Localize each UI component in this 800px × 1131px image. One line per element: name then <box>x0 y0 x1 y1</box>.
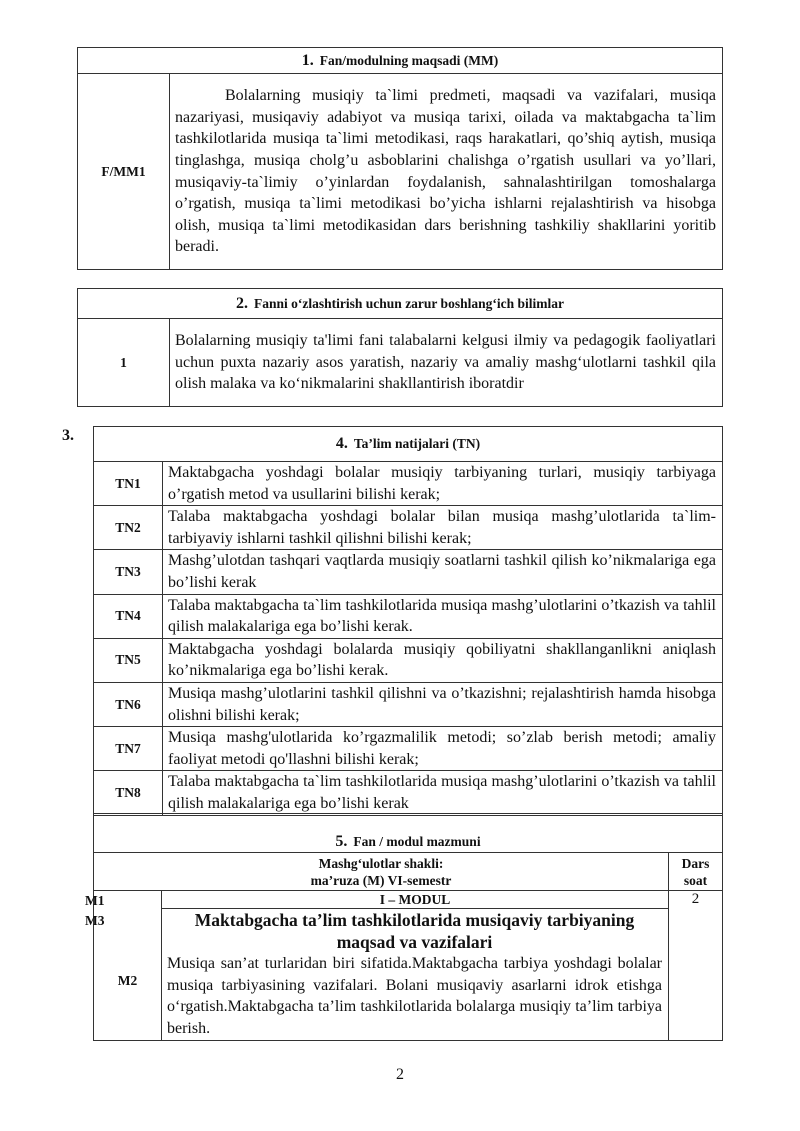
row-code: TN6 <box>94 682 163 726</box>
topic-title: Maktabgacha ta’lim tashkilotlarida musiqaviy tarbiyaning maqsad va vazifalari <box>194 910 635 952</box>
row-code: TN7 <box>94 727 163 771</box>
row-text: Talaba maktabgacha ta`lim tashkilotlarida musiqa mashg’ulotlarini o’tkazish va tahlil qilish malakalariga ega bo’lishi kerak. <box>163 594 723 638</box>
row-code: F/MM1 <box>78 74 170 270</box>
section-number: 2. <box>236 294 249 312</box>
lesson-form-label: Mashg‘ulotlar shakli: <box>318 855 444 871</box>
row-text: Maktabgacha yoshdagi bolalarda musiqiy qobiliyatni shakllanganlikni aniqlash ko’nikmalariga ega bo’lishi kerak. <box>163 638 723 682</box>
row-text: Talaba maktabgacha ta`lim tashkilotlarida musiqa mashg’ulotlarini o’tkazish va tahlil qilish malakalariga ega bo’lishi kerak <box>163 771 723 815</box>
table-row <box>94 594 723 638</box>
module-code: M2 <box>117 972 138 988</box>
hours-label-1: Dars <box>681 855 710 871</box>
row-text: Talaba maktabgacha yoshdagi bolalar bilan musiqa mashg’ulotlarida ta`lim-tarbiyaviy ishlarni tashkil qilishni bilishi kerak; <box>163 506 723 550</box>
row-code: TN1 <box>94 462 163 506</box>
module-code-m3: M3 <box>85 913 105 928</box>
table-row <box>94 638 723 682</box>
section-title: Ta’lim natijalari (TN) <box>353 436 481 451</box>
hours-label-2: soat <box>683 872 708 888</box>
table-row <box>94 506 723 550</box>
module-code-m1: M1 <box>85 893 105 908</box>
side-number: 3. <box>62 427 74 444</box>
row-code: TN3 <box>94 550 163 594</box>
prerequisites-table <box>77 288 723 407</box>
section-4-header <box>94 427 723 462</box>
lesson-form-header <box>94 853 669 891</box>
goal-table <box>77 47 723 270</box>
section-title: Fan/modulning maqsadi (MM) <box>319 52 499 68</box>
row-text: Musiqa mashg’ulotlarini tashkil qilishni va o’tkazishni; rejalashtirish hamda hisobga olishni bilishi kerak; <box>163 682 723 726</box>
table-row <box>94 462 723 506</box>
row-text: Mashg’ulotdan tashqari vaqtlarda musiqiy soatlarni tashkil qilish ko’nikmalariga ega bo’lishi kerak <box>163 550 723 594</box>
section-2-header <box>78 289 723 319</box>
outcomes-table <box>93 426 723 816</box>
row-code: TN5 <box>94 638 163 682</box>
row-code: TN8 <box>94 771 163 815</box>
row-text: Maktabgacha yoshdagi bolalar musiqiy tarbiyaning turlari, musiqiy tarbiyaga o’rgatish metod va usullarini bilishi kerak; <box>163 462 723 506</box>
section-5-header <box>94 814 723 853</box>
table-row <box>94 682 723 726</box>
table-row <box>94 771 723 815</box>
module-title: I – MODUL <box>162 891 669 909</box>
prerequisites-text: Bolalarning musiqiy ta'limi fani talabalarni kelgusi ilmiy va pedagogik faoliyatlari uchun puxta nazariy asos yaratish, nazariy va amaliy mashg‘ulotlarni tashkil qila olish malaka va ko‘nikmalarini shakllantirish iboratdir <box>170 319 723 407</box>
row-code: TN2 <box>94 506 163 550</box>
module-content <box>162 909 669 1041</box>
table-row <box>94 550 723 594</box>
row-code: TN4 <box>94 594 163 638</box>
content-table <box>93 813 723 1041</box>
module-hours: 2 <box>669 891 723 1041</box>
topic-text: Musiqa san’at turlaridan biri sifatida.Maktabgacha tarbiya yoshdagi bolalar musiqa tarbiyasining vazifalari. Bolani musiqaviy asarlarni idrok etishga o‘rgatish.Maktabgacha ta’lim tashkilotlarida bolalarga musiqiy ta’lim tarbiya berish. <box>167 955 662 1037</box>
section-title: Fan / modul mazmuni <box>353 834 481 849</box>
row-code: 1 <box>78 319 170 407</box>
section-number: 5. <box>335 833 348 850</box>
section-number: 4. <box>335 435 348 452</box>
hours-header <box>669 853 723 891</box>
section-title: Fanni o‘zlashtirish uchun zarur boshlang‘ich bilimlar <box>254 295 564 311</box>
section-1-header <box>78 48 723 74</box>
table-row <box>94 727 723 771</box>
section-number: 1. <box>301 51 314 69</box>
lesson-form-semester: ma’ruza (M) VI-semestr <box>310 872 452 888</box>
page-number: 2 <box>396 1066 404 1083</box>
row-text: Musiqa mashg'ulotlarida ko’rgazmalilik metodi; so’zlab berish metodi; amaliy faoliyat metodi qo'llashni bilishi kerak; <box>163 727 723 771</box>
goal-text: Bolalarning musiqiy ta`limi predmeti, maqsadi va vazifalari, musiqa nazariyasi, musiqaviy adabiyot va musiqa tarixi, oilada va maktabgacha ta`lim tashkilotlarida musiqa ta`limi metodikasi, raqs harakatlari, qo’shiq aytish, musiqa tinglashga, musiqa cholg’u asboblarini chalishga o’rgatish usullari va yo’llari, musiqaviy-ta`limiy o’yinlardan foydalanish, sahnalashtirilgan tomoshalarga o’rgatish, musiqa ta`limi metodikasi bo’yicha ishlarni rejalashtirish va hisobga olish, musiqa ta`limi metodikasidan dars berishning tashkiliy shakllarini yoritib beradi. <box>170 74 723 270</box>
